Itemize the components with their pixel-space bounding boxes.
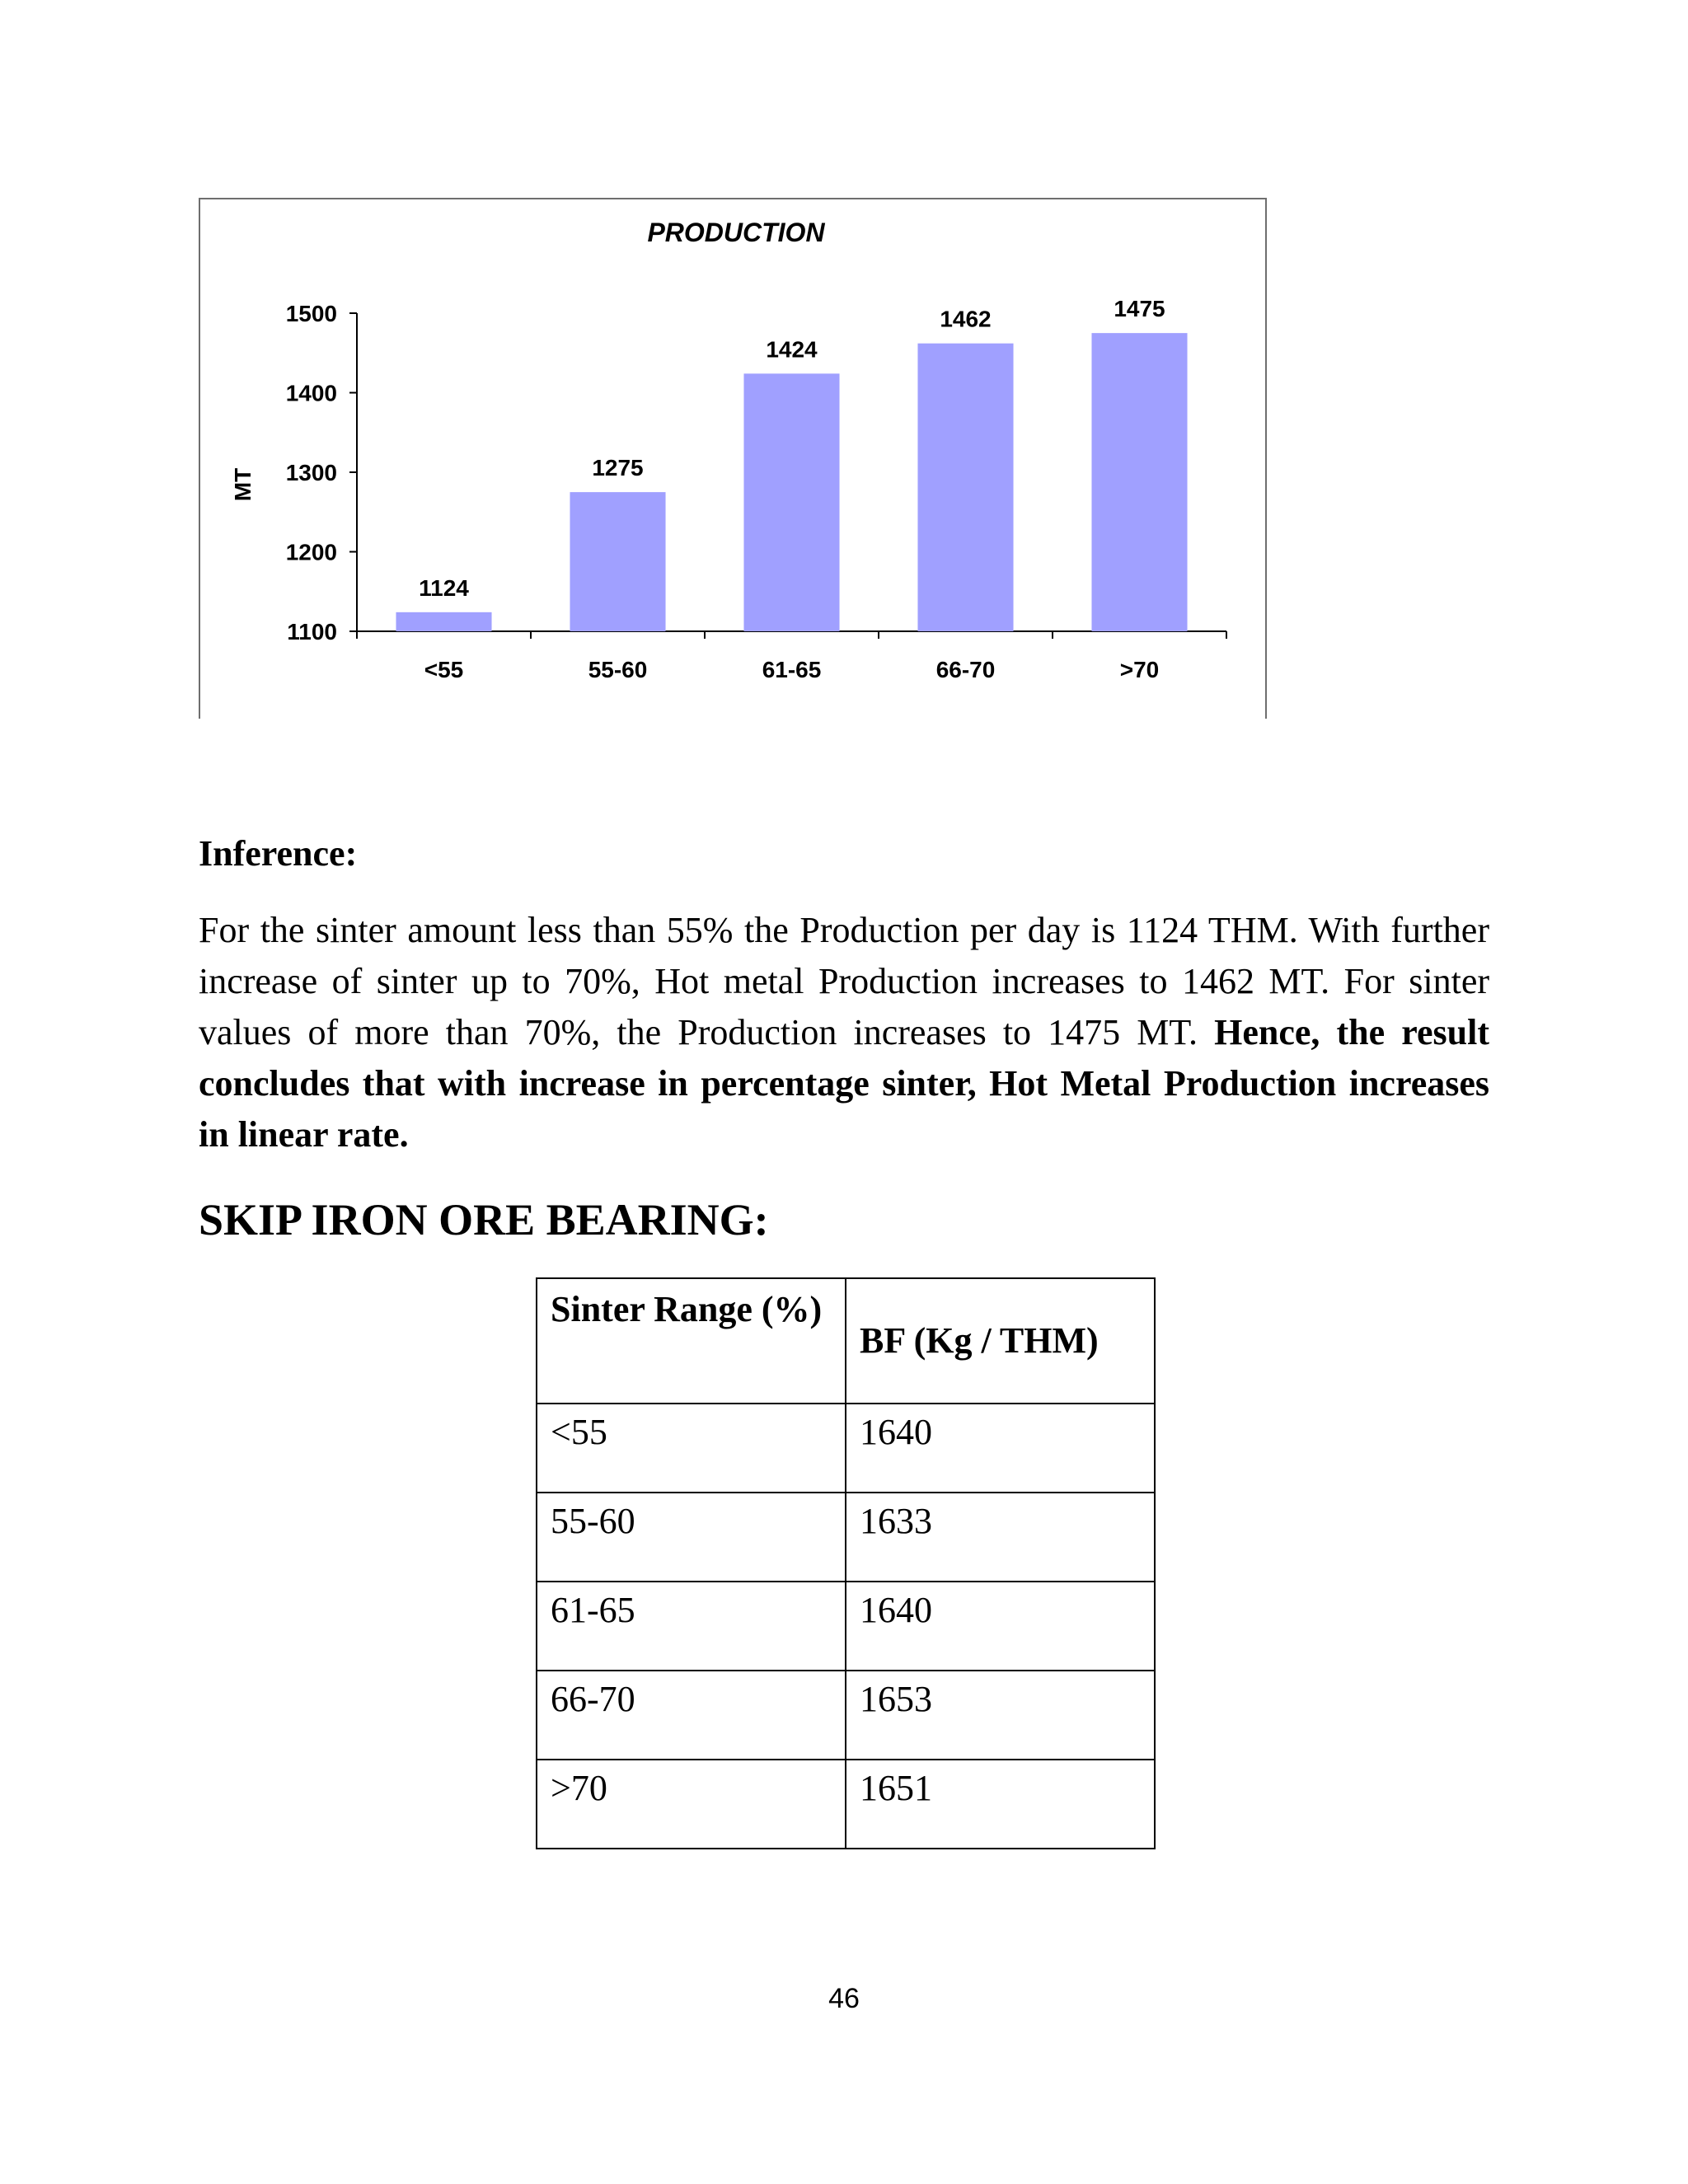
table-row — [537, 1404, 1155, 1493]
cell-bf: 1653 — [846, 1671, 1155, 1760]
x-tick-label: 61-65 — [762, 657, 822, 682]
bar — [1091, 333, 1187, 631]
y-tick-label: 1400 — [285, 380, 337, 406]
inference-paragraph — [199, 905, 1489, 1160]
inference-heading: Inference: — [199, 833, 358, 874]
y-tick-label: 1100 — [287, 619, 337, 644]
table-row — [537, 1582, 1155, 1671]
data-label: 1424 — [766, 336, 818, 363]
y-tick-label: 1200 — [285, 539, 337, 565]
y-tick-label: 1300 — [285, 460, 337, 485]
table-header-row — [537, 1278, 1155, 1404]
table-row — [537, 1760, 1155, 1849]
plot-area — [286, 296, 1226, 682]
x-tick-label: 55-60 — [588, 657, 648, 682]
cell-sinter-range: 55-60 — [537, 1493, 846, 1582]
x-tick-label: 66-70 — [935, 657, 996, 682]
cell-sinter-range: 61-65 — [537, 1582, 846, 1671]
y-axis-label: MT — [230, 467, 256, 502]
data-label: 1275 — [592, 455, 644, 481]
header-sinter-range: Sinter Range (%) — [537, 1278, 846, 1404]
inference-text: For the sinter amount less than 55% the Production per day is 1124 THM. With further increase of sinter up to 70%, Hot metal Production increases to 1462 MT. For sinter values of more than 70%, the Production increases to 1475 MT. — [199, 910, 1489, 1052]
bar — [396, 612, 491, 631]
cell-sinter-range: <55 — [537, 1404, 846, 1493]
cell-sinter-range: >70 — [537, 1760, 846, 1849]
chart-svg — [200, 199, 1268, 720]
data-label: 1462 — [940, 306, 992, 332]
bar — [570, 492, 665, 631]
x-tick-label: >70 — [1119, 657, 1160, 682]
x-tick-label: <55 — [424, 657, 464, 682]
cell-bf: 1633 — [846, 1493, 1155, 1582]
production-chart — [199, 198, 1267, 719]
bar — [917, 344, 1013, 631]
table-row — [537, 1671, 1155, 1760]
section-heading: SKIP IRON ORE BEARING: — [199, 1195, 769, 1244]
data-label: 1124 — [419, 574, 469, 601]
cell-bf: 1640 — [846, 1582, 1155, 1671]
page-number: 46 — [828, 1983, 860, 2014]
chart-title: PRODUCTION — [647, 218, 825, 247]
cell-bf: 1651 — [846, 1760, 1155, 1849]
bar — [743, 373, 839, 631]
header-bf: BF (Kg / THM) — [846, 1278, 1155, 1404]
data-label: 1475 — [1114, 296, 1165, 322]
sinter-bf-table — [536, 1277, 1156, 1849]
y-tick-label: 1500 — [285, 301, 337, 326]
table-row — [537, 1493, 1155, 1582]
cell-sinter-range: 66-70 — [537, 1671, 846, 1760]
inference-conclusion: Hence, the result concludes that with increase in percentage sinter, Hot Metal Production increases in linear rate. — [199, 1012, 1489, 1155]
cell-bf: 1640 — [846, 1404, 1155, 1493]
